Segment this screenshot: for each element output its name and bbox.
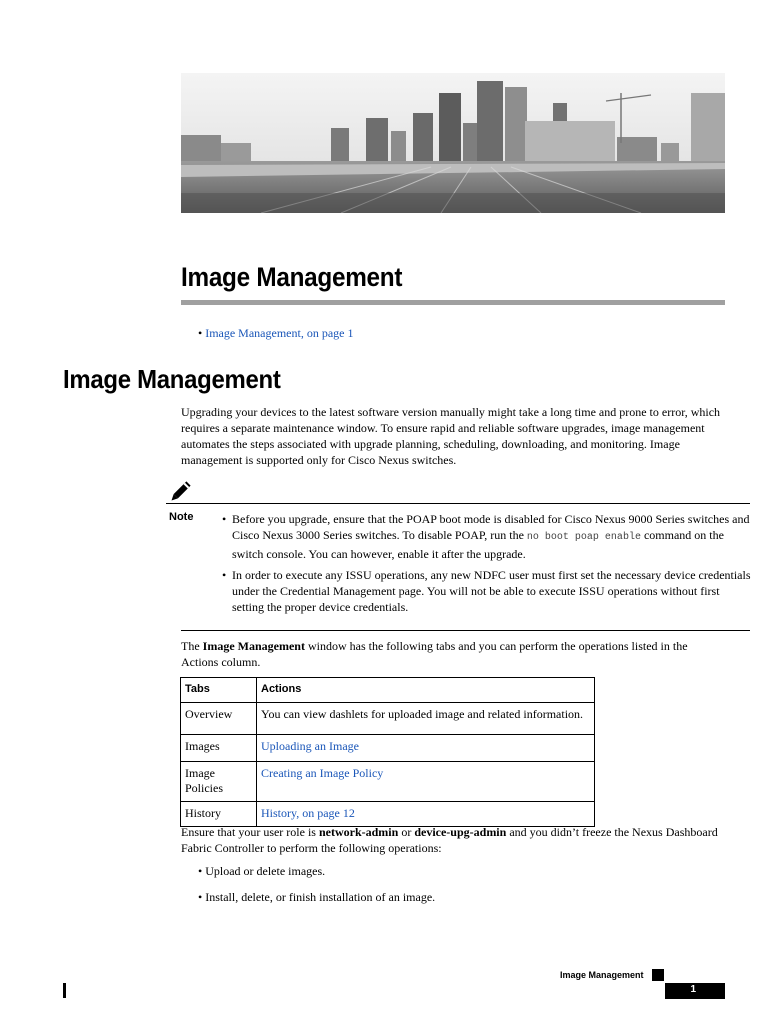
chapter-title: Image Management — [181, 262, 403, 292]
operation-item-upload: • Upload or delete images. — [198, 864, 326, 878]
window-description — [181, 638, 726, 670]
header-actions: Actions — [257, 678, 595, 703]
table-cell-action-link[interactable]: History, on page 12 — [257, 802, 595, 827]
note-top-rule — [166, 503, 750, 504]
role-device-upg-admin: device-upg-admin — [414, 825, 507, 839]
footer-left-bar — [63, 983, 66, 998]
table-cell-tab: Image Policies — [181, 762, 257, 802]
table-row — [181, 703, 595, 735]
role-network-admin: network-admin — [318, 825, 399, 839]
operation-item-text: Upload or delete images. — [205, 864, 326, 878]
operation-item-text: Install, delete, or finish installation of an image. — [205, 890, 436, 904]
role-text-post: and you didn’t freeze the Nexus Dashboard Fabric Controller to perform the following operations: — [181, 825, 718, 855]
note-bullet-poap: • Before you upgrade, ensure that the POAP boot mode is disabled for Cisco Nexus 9000 Series switches and Cisco Nexus 3000 Series switches. To disable POAP, run the no boot poap enable command on the switch console. You can however, enable it after the upgrade. — [222, 512, 750, 561]
header-tabs: Tabs — [181, 678, 257, 703]
table-cell-action-link[interactable]: Uploading an Image — [257, 735, 595, 762]
note-bullet-issu-text: In order to execute any ISSU operations, any new NDFC user must first set the necessary device credentials under the Credential Management page. You will not be able to execute ISSU operations without first setting the proper device credentials. — [232, 568, 751, 614]
tabs-actions-table — [180, 677, 595, 827]
window-desc-post: window has the following tabs and you can perform the operations listed in the Actions column. — [181, 639, 688, 669]
toc-link[interactable]: Image Management, on page 1 — [205, 326, 354, 340]
role-text-pre: Ensure that your user role is — [181, 825, 319, 839]
footer-page-number: 1 — [690, 984, 696, 995]
chapter-banner-image — [181, 73, 725, 213]
toc-bullet: • — [198, 326, 203, 340]
table-cell-tab: History — [181, 802, 257, 827]
pencil-note-icon — [166, 478, 194, 506]
operation-item-install: • Install, delete, or finish installation of an image. — [198, 890, 436, 904]
note-bullet-poap-text-post: command on the switch console. You can however, enable it after the upgrade. — [232, 528, 724, 561]
role-requirement-paragraph — [181, 824, 741, 856]
window-desc-pre: The — [181, 639, 203, 653]
table-row — [181, 762, 595, 802]
note-bottom-rule — [181, 630, 750, 631]
role-text-mid: or — [398, 825, 415, 839]
table-cell-action: You can view dashlets for uploaded image and related information. — [257, 703, 595, 735]
chapter-toc — [198, 326, 353, 341]
chapter-title-rule — [181, 300, 725, 305]
footer-chapter-label: Image Management — [560, 970, 644, 980]
note-bullet-poap-text-pre: Before you upgrade, ensure that the POAP boot mode is disabled for Cisco Nexus 9000 Series switches and Cisco Nexus 3000 Series switches. To disable POAP, run the — [232, 512, 750, 542]
note-label: Note — [169, 511, 194, 523]
footer-marker — [652, 969, 664, 981]
note-bullet-issu: • In order to execute any ISSU operations, any new NDFC user must first set the necessary device credentials under the Credential Management page. You will not be able to execute ISSU operations without first setting the proper device credentials. — [222, 568, 751, 614]
section-title: Image Management — [63, 364, 281, 394]
table-cell-action-link[interactable]: Creating an Image Policy — [257, 762, 595, 802]
intro-paragraph: Upgrading your devices to the latest software version manually might take a long time and prone to error, which requires a separate maintenance window. To ensure rapid and reliable software upgrades, image management automates the steps associated with upgrade planning, scheduling, downloading, and monitoring. Image management is supported only for Cisco Nexus switches. — [181, 405, 721, 467]
table-cell-tab: Images — [181, 735, 257, 762]
table-row — [181, 735, 595, 762]
table-row — [181, 802, 595, 827]
table-header-row — [181, 678, 595, 703]
window-desc-bold: Image Management — [202, 639, 305, 653]
footer-page-box — [665, 983, 725, 999]
table-cell-tab: Overview — [181, 703, 257, 735]
note-bullet-poap-code: no boot poap enable — [526, 532, 641, 543]
